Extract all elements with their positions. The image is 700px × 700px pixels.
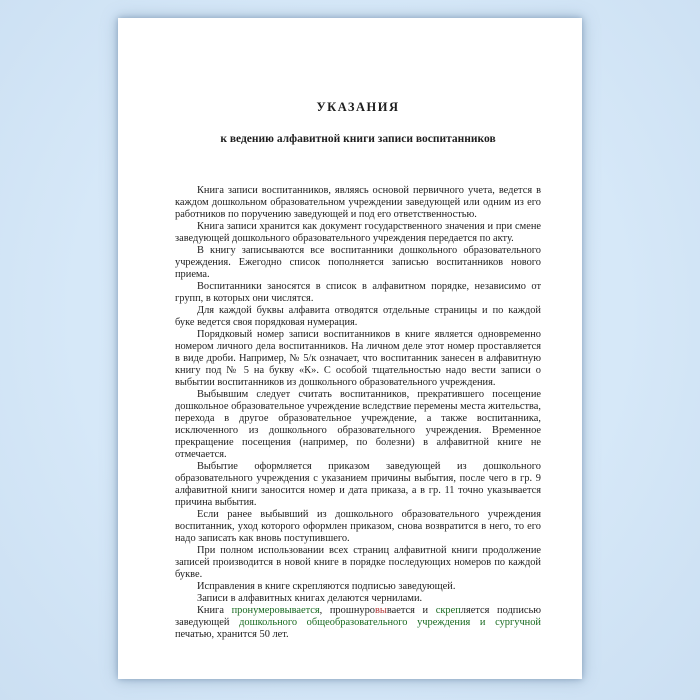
text-segment: , прошнуро [319,605,375,616]
paragraph: Если ранее выбывший из дошкольного образовательного учреждения воспитанник, уход которого оформлен приказом, снова возвратится в него, то его надо записать как вновь поступившего. [175,509,541,544]
document-title: УКАЗАНИЯ [316,100,400,114]
paragraph: Порядковый номер записи воспитанников в книге является одновременно номером личного дела воспитанников. На личном деле этот номер проставляется в виде дроби. Например, № 5/к означает, что воспитанник занесен в алфавитную книгу под № 5 на букву «К». С особой тщательностью надо вести записи о выбытии воспитанников из дошкольного образовательного учреждения. [175,329,541,388]
text-segment: печатью, хранится 50 лет. [175,629,289,640]
document-subtitle: к ведению алфавитной книги записи воспитанников [220,133,496,145]
document-body [175,185,541,641]
paragraph: Выбывшим следует считать воспитанников, прекратившего посещение дошкольное образовательное учреждение вследствие перемены места жительства, перехода в другое образовательное учреждение, а также воспитанника, исключенного из дошкольного образовательного учреждения. Временное прекращение посещения (например, по болезни) в алфавитной книге не отмечается. [175,389,541,460]
paragraph: Книга записи воспитанников, являясь основой первичного учета, ведется в каждом дошкольном образовательном учреждении заведующей или одним из его работников по поручению заведующей и под его ответственностью. [175,185,541,220]
text-segment: дошкольного общеобразовательного учреждения и сургучной [239,617,541,628]
paragraph: Записи в алфавитных книгах делаются чернилами. [197,593,423,604]
text-segment: пронумеровывается [231,605,320,616]
text-segment: вается и [386,605,436,616]
paragraph: Выбытие оформляется приказом заведующей из дошкольного образовательного учреждения с указанием причины выбытия, после чего в гр. 9 алфавитной книги заносится номер и дата приказа, а в гр. 11 точно указывается причина выбытия. [175,461,541,508]
text-segment: ляется подписью заведующей [175,605,542,628]
paragraph: При полном использовании всех страниц алфавитной книги продолжение записей производится в новой книге в порядке последующих номеров по каждой букве. [175,545,541,580]
document-page [118,18,582,679]
paragraph [175,605,541,641]
document-content [175,100,541,641]
paragraph: В книгу записываются все воспитанники дошкольного образовательного учреждения. Ежегодно список пополняется записью воспитанников нового приема. [175,245,541,280]
text-segment: вы [374,605,387,616]
paragraph: Книга записи хранится как документ государственного значения и при смене заведующей дошкольного образовательного учреждения передается по акту. [175,221,541,244]
paragraph: Воспитанники заносятся в список в алфавитном порядке, независимо от групп, в которых они числятся. [175,281,541,304]
text-segment: скреп [435,605,461,616]
text-segment: Книга [197,605,232,616]
paragraph: Для каждой буквы алфавита отводятся отдельные страницы и по каждой буке ведется своя порядковая нумерация. [175,305,541,328]
paragraph: Исправления в книге скрепляются подписью заведующей. [197,581,456,592]
